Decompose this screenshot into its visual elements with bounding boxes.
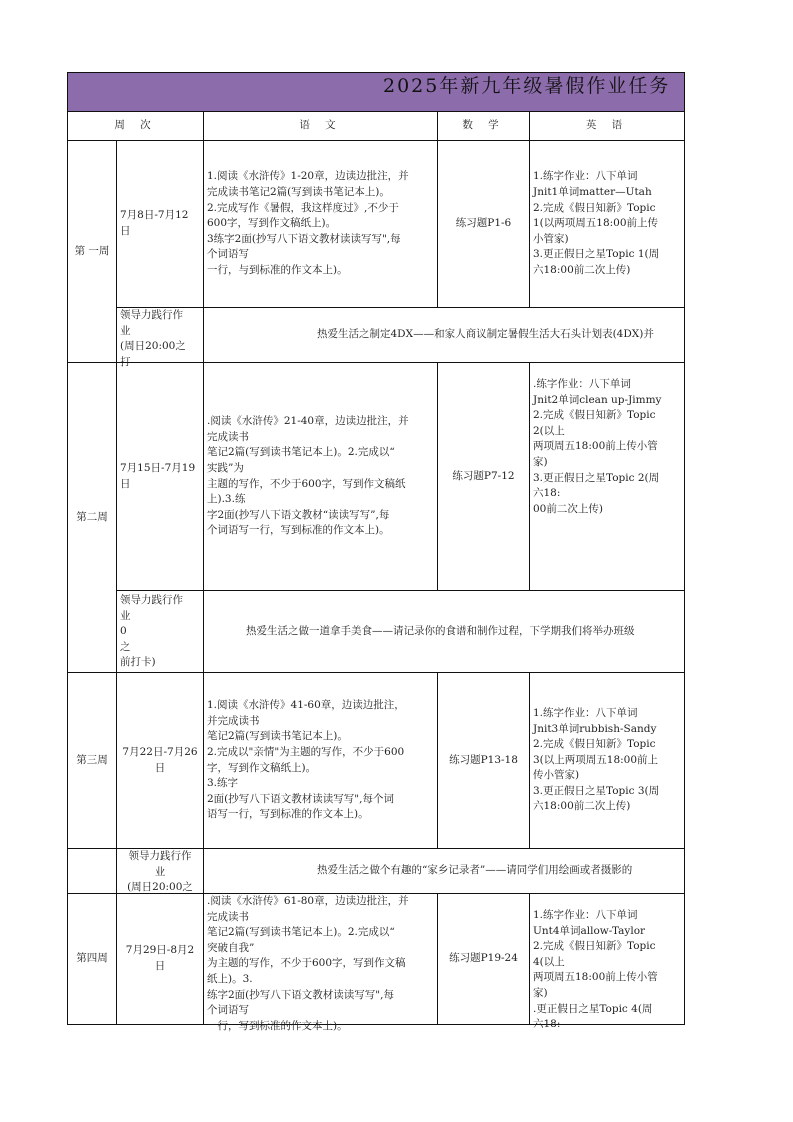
week-label: 第三周 [67, 672, 117, 849]
leadership-label: 领导力践行作 业 0 之 前打卡) [116, 590, 204, 673]
chinese-task: 1.阅读《水浒传》1-20章，边读边批注，并 完成读书笔记2篇(写到读书笔记本上)。 2.完成写作《暑假，我这样度过》,不少于 600字，写到作文稿纸上)。 3练字2面(抄写八下语文教材读读写写",每 个词语写 一行，与到标准的作文本上)。 [203, 140, 438, 308]
english-task: 1.练字作业：八下单词 Jnit1单词matter—Utah 2.完成《假日知新》Topic 1(以两项周五18:00前上传 小管家) 3.更正假日之星Topic 1(周 六18:00前二次上传) [529, 140, 685, 308]
chinese-task: 1.阅读《水浒传》41-60章，边读边批注， 并完成读书 笔记2篇(写到读书笔记本上)。 2.完成以"亲情"为主题的写作，不少于600 字，写到作文稿纸上)。 3.练字 2面(抄写八下语文教材读读写写",每个词 语写一行，写到标准的作文本上)。 [203, 672, 438, 849]
english-task: .练字作业：八下单词 Jnit2单词clean up-Jimmy 2.完成《假日知新》Topic 2(以上 两项周五18:00前上传小管 家) 3.更正假日之星Topic 2(周 六18: 00前二次上传) [529, 362, 685, 591]
week-label: 第二周 [67, 362, 117, 673]
week-label: 第 一周 [67, 140, 117, 363]
header-week: 周 次 [67, 111, 204, 141]
header-english: 英 语 [529, 111, 685, 141]
week-dates: 7月8日-7月12 日 [116, 140, 204, 308]
leadership-task: 热爱生活之制定4DX——和家人商议制定暑假生活大石头计划表(4DX)并 [203, 307, 685, 363]
header-chinese: 语 文 [203, 111, 438, 141]
math-task: 练习题P19-24 [437, 893, 530, 1025]
chinese-task: .阅读《水浒传》21-40章，边读边批注，并 完成读书 笔记2篇(写到读书笔记本上)。2.完成以“ 实践”为 主题的写作，不少于600字，写到作文稿纸 上).3.练 字2面(抄写八下语文教材“读读写写”,每 个词语写一行，写到标准的作文本上)。 [203, 362, 438, 591]
english-task: 1.练字作业：八下单词 Unt4单词allow-Taylor 2.完成《假日知新》Topic 4(以上 两项周五18:00前上传小管 家) .更正假日之星Topic 4(周 六18: [529, 893, 685, 1025]
math-task: 练习题P7-12 [437, 362, 530, 591]
document-title: 2025年新九年级暑假作业任务 [383, 75, 671, 97]
week-dates: 7月22日-7月26 日 [116, 672, 204, 849]
english-task: 1.练字作业：八下单词 Jnit3单词rubbish-Sandy 2.完成《假日知新》Topic 3(以上两项周五18:00前上 传小管家) 3.更正假日之星Topic 3(周 六18:00前二次上传) [529, 672, 685, 849]
math-task: 练习题P1-6 [437, 140, 530, 308]
empty-cell [67, 848, 117, 894]
chinese-task: .阅读《水浒传》61-80章，边读边批注，并 完成读书 笔记2篇(写到读书笔记本上)。2.完成以“ 突破自我” 为主题的写作，不少于600字，写到作文稿 纸上)。3. 练字2面(抄写八下语文教材读读写写",每 个词语写 一行，写到标准的作文本上)。 [203, 893, 438, 1025]
leadership-label: 领导力践行作 业 (周日20:00之 [116, 848, 204, 894]
leadership-task: 热爱生活之做个有趣的“家乡记录者”——请同学们用绘画或者摄影的 [203, 848, 685, 894]
title-bar [67, 72, 685, 112]
math-task: 练习题P13-18 [437, 672, 530, 849]
week-dates: 7月15日-7月19 日 [116, 362, 204, 591]
leadership-task: 热爱生活之做一道拿手美食——请记录你的食谱和制作过程，下学期我们将举办班级 [203, 590, 685, 673]
leadership-label: 领导力践行作 业 (周日20:00之 打 [116, 307, 204, 363]
header-math: 数 学 [437, 111, 530, 141]
week-label: 第四周 [67, 893, 117, 1025]
week-dates: 7月29日-8月2 日 [116, 893, 204, 1025]
